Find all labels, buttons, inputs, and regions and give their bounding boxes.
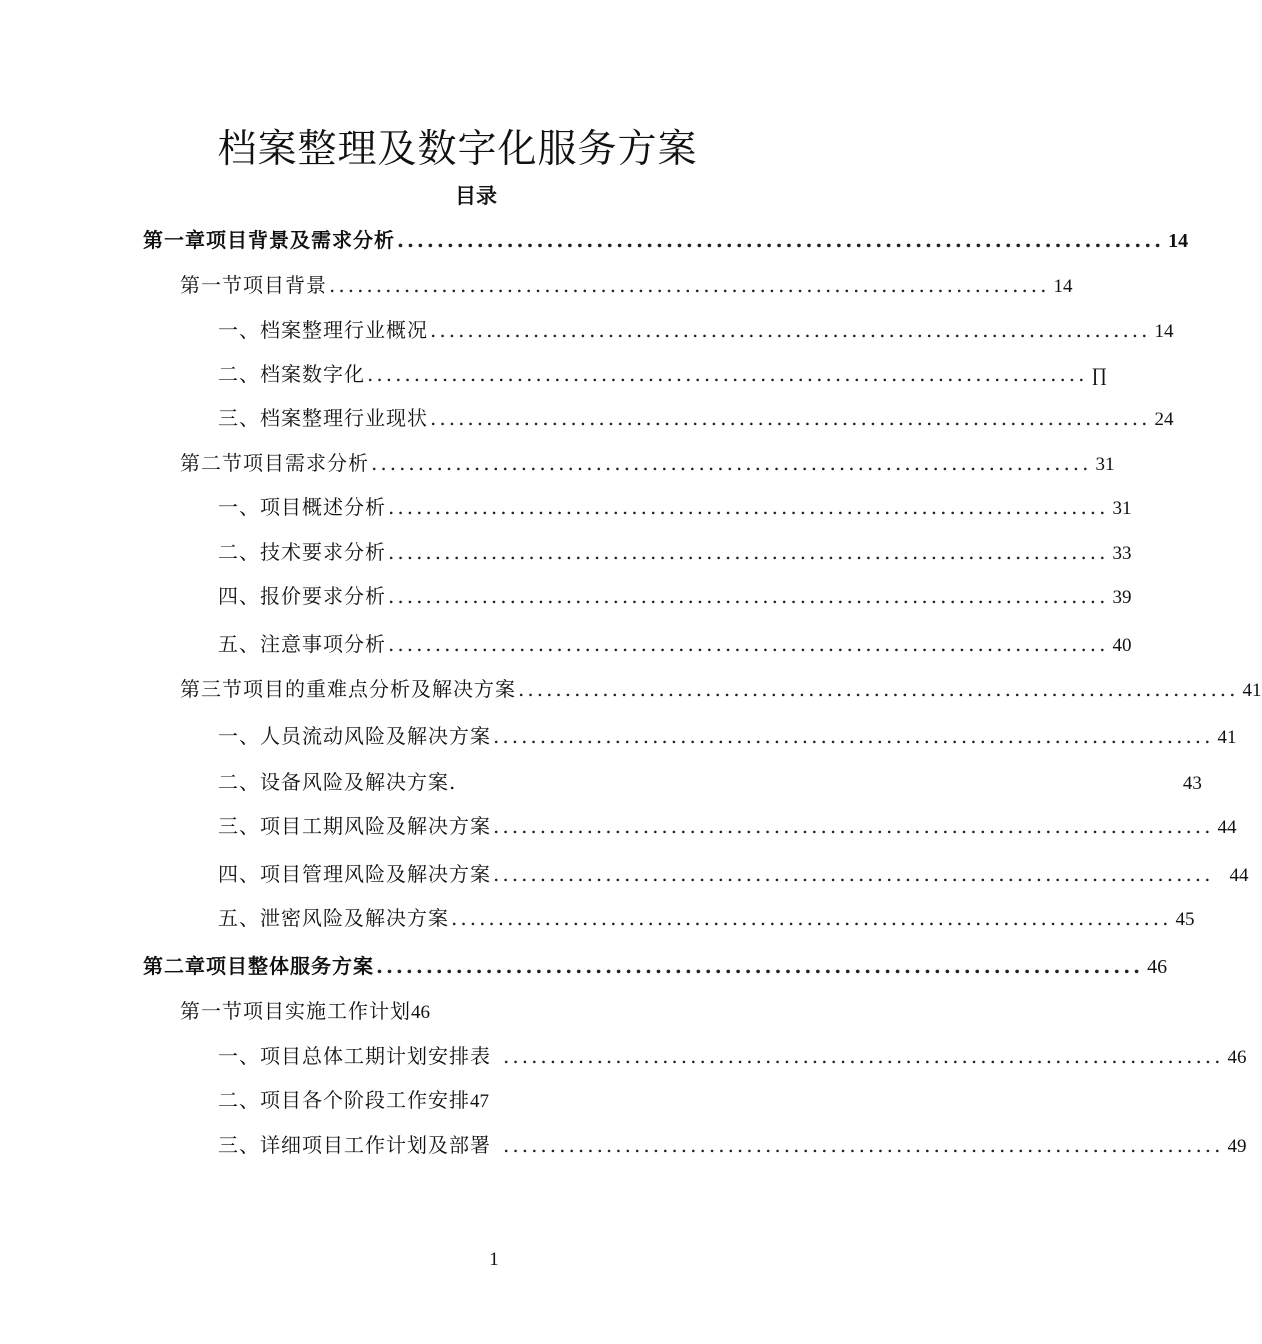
- document-title: 档案整理及数字化服务方案: [217, 127, 698, 172]
- toc-entry-label: 五、泄密风险及解决方案: [218, 906, 449, 930]
- toc-entry-page: 45: [1175, 909, 1195, 930]
- toc-entry-label: 第一节项目实施工作计划: [180, 999, 411, 1023]
- dot-leader: .............................................................................: [503, 1044, 1224, 1068]
- toc-entry-page: 14: [1154, 321, 1174, 342]
- dot-leader: .............................................................................: [451, 906, 1172, 930]
- toc-entry-page: 40: [1112, 635, 1132, 656]
- page-number: 1: [489, 1249, 499, 1270]
- toc-entry-subsection[interactable]: [218, 536, 1132, 564]
- toc-entry-label: 第三节项目的重难点分析及解决方案: [180, 677, 516, 701]
- toc-entry-page: 31: [1112, 498, 1132, 519]
- toc-entry-section[interactable]: [180, 447, 1115, 475]
- toc-entry-page: 24: [1154, 409, 1174, 430]
- toc-entry-label: 五、注意事项分析: [218, 632, 386, 656]
- toc-entry-subsection[interactable]: [218, 314, 1174, 342]
- toc-entry-page: 41: [1217, 727, 1237, 748]
- dot-leader: .............................................................................: [388, 495, 1109, 519]
- toc-entry-label: 三、项目工期风险及解决方案: [218, 814, 491, 838]
- dot-leader: .............................................................................: [388, 584, 1109, 608]
- toc-entry-chapter-1[interactable]: [143, 224, 1189, 252]
- toc-entry-subsection[interactable]: [218, 358, 1108, 386]
- dot-leader: .............................................................................: [430, 318, 1151, 342]
- toc-entry-label: 一、档案整理行业概况: [218, 318, 428, 342]
- dot-leader: .............................................................................: [367, 362, 1088, 386]
- toc-entry-label: 第一章项目背景及需求分析: [143, 228, 395, 252]
- toc-entry-label: 一、项目总体工期计划安排表: [218, 1044, 491, 1068]
- toc-entry-subsection[interactable]: [218, 1129, 1247, 1157]
- toc-entry-subsection[interactable]: [218, 766, 1202, 794]
- toc-entry-label: 四、报价要求分析: [218, 584, 386, 608]
- dot-leader: .............................................................................: [493, 862, 1214, 886]
- toc-entry-label: 二、项目各个阶段工作安排: [218, 1088, 470, 1112]
- toc-entry-subsection[interactable]: [218, 580, 1132, 608]
- toc-entry-page: 33: [1112, 543, 1132, 564]
- dot-leader: .............................................................................: [376, 954, 1144, 978]
- toc-entry-section[interactable]: [180, 269, 1073, 297]
- dot-leader: .............................................................................: [371, 451, 1092, 475]
- toc-entry-page: 14: [1053, 276, 1073, 297]
- toc-entry-page: 47: [470, 1091, 489, 1112]
- toc-entry-label: 第二节项目需求分析: [180, 451, 369, 475]
- toc-entry-label: 二、设备风险及解决方案.: [218, 770, 457, 794]
- dot-leader: .............................................................................: [388, 540, 1109, 564]
- toc-entry-subsection[interactable]: [218, 858, 1249, 886]
- toc-entry-label: 二、技术要求分析: [218, 540, 386, 564]
- dot-leader: .............................................................................: [493, 814, 1214, 838]
- toc-entry-page: 41: [1242, 680, 1262, 701]
- toc-entry-page: 44: [1229, 865, 1249, 886]
- toc-entry-label: 一、人员流动风险及解决方案: [218, 724, 491, 748]
- toc-entry-page: ∏: [1091, 365, 1108, 386]
- toc-entry-chapter-2[interactable]: [143, 950, 1168, 978]
- toc-entry-subsection[interactable]: [218, 402, 1174, 430]
- toc-heading: 目录: [455, 183, 497, 208]
- toc-entry-subsection[interactable]: [218, 1040, 1247, 1068]
- toc-entry-label: 三、详细项目工作计划及部署: [218, 1133, 491, 1157]
- toc-entry-section[interactable]: [180, 673, 1262, 701]
- toc-entry-page: 46: [411, 1002, 430, 1023]
- toc-entry-page: 46: [1147, 956, 1168, 978]
- toc-entry-subsection[interactable]: [218, 902, 1195, 930]
- toc-entry-subsection[interactable]: [218, 1084, 489, 1113]
- toc-entry-page: 49: [1227, 1136, 1247, 1157]
- toc-entry-page: 44: [1217, 817, 1237, 838]
- toc-entry-subsection[interactable]: [218, 491, 1132, 519]
- toc-entry-page: 31: [1095, 454, 1115, 475]
- toc-entry-page: 14: [1168, 230, 1189, 252]
- dot-leader: .............................................................................: [493, 724, 1214, 748]
- toc-entry-page: 43: [1182, 773, 1202, 794]
- toc-entry-section[interactable]: [180, 995, 430, 1024]
- toc-entry-label: 二、档案数字化: [218, 362, 365, 386]
- toc-entry-label: 第一节项目背景: [180, 273, 327, 297]
- dot-leader: .............................................................................: [388, 632, 1109, 656]
- toc-entry-subsection[interactable]: [218, 628, 1132, 656]
- dot-leader: .............................................................................: [430, 406, 1151, 430]
- toc-entry-page: 46: [1227, 1047, 1247, 1068]
- toc-entry-label: 三、档案整理行业现状: [218, 406, 428, 430]
- toc-entry-label: 第二章项目整体服务方案: [143, 954, 374, 978]
- toc-entry-page: 39: [1112, 587, 1132, 608]
- dot-leader: .............................................................................: [397, 228, 1165, 252]
- dot-leader: .............................................................................: [329, 273, 1050, 297]
- dot-leader: .............................................................................: [503, 1133, 1224, 1157]
- toc-entry-subsection[interactable]: [218, 810, 1237, 838]
- toc-entry-label: 一、项目概述分析: [218, 495, 386, 519]
- toc-entry-subsection[interactable]: [218, 720, 1237, 748]
- dot-leader: .............................................................................: [518, 677, 1239, 701]
- toc-entry-label: 四、项目管理风险及解决方案: [218, 862, 491, 886]
